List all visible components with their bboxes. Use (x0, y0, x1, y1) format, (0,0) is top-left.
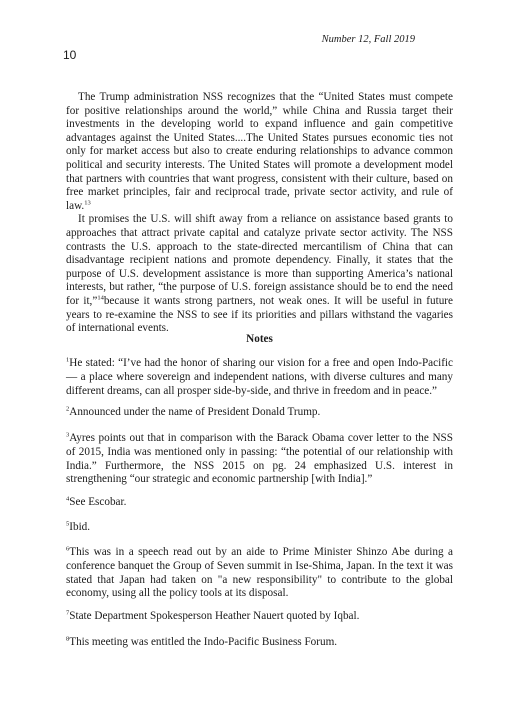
note-number: 1 (66, 356, 70, 364)
note-number: 4 (66, 495, 70, 503)
note-text: Ibid. (69, 521, 91, 533)
note-item (66, 521, 453, 535)
running-head: Number 12, Fall 2019 (321, 34, 415, 45)
paragraph-1 (66, 91, 453, 213)
footnote-ref-14[interactable]: 14 (97, 294, 104, 302)
note-text: This meeting was entitled the Indo-Pacific Business Forum. (69, 636, 338, 648)
body-text (66, 91, 453, 336)
note-text: Ayres points out that in comparison with the Barack Obama cover letter to the NSS of 2015, India was mentioned only in passing: “the potential of our relationship with India.” Furthermore, the NSS 2015 on pg. 24 emphasized U.S. interest in strengthening “our strategic and economic partnership [with India].” (66, 432, 453, 486)
note-text: Announced under the name of President Donald Trump. (69, 406, 321, 418)
note-item (66, 496, 453, 510)
note-text: He stated: “I’ve had the honor of sharing our vision for a free and open Indo-Pacific — a place where sovereign and independent nations, with diverse cultures and many different dreams, can all prosper side-by-side, and thrive in freedom and in peace.” (66, 357, 453, 397)
paragraph-2-text-a: It promises the U.S. will shift away from a reliance on assistance based grants to approaches that attract private capital and catalyze private sector activity. The NSS contrasts the U.S. approach to the state-directed mercantilism of China that can disadvantage recipient nations and promote dependency. Finally, it states that the purpose of U.S. development assistance is more than supporting America’s national interests, but rather, “the purpose of U.S. foreign assistance should be to end the need for it,” (66, 213, 453, 307)
note-item (66, 357, 453, 398)
notes-heading: Notes (246, 333, 273, 345)
note-text: State Department Spokesperson Heather Nauert quoted by Iqbal. (69, 610, 360, 622)
note-number: 6 (66, 545, 70, 553)
footnote-ref-13[interactable]: 13 (84, 199, 91, 207)
paragraph-2-text-b: because it wants strong partners, not weak ones. It will be useful in future years to re-examine the NSS to see if its priorities and pillars withstand the vagaries of international events. (66, 294, 453, 335)
page-number: 10 (63, 48, 77, 62)
note-text: See Escobar. (69, 496, 127, 508)
note-item (66, 610, 453, 624)
note-item (66, 406, 453, 420)
note-number: 2 (66, 405, 70, 413)
paragraph-1-text: The Trump administration NSS recognizes that the “United States must compete for positive relationships around the world,” while China and Russia target their investments in the developing world to expand influence and gain competitive advantages against the United States....The United States pursues economic ties not only for market access but also to create enduring relationships to advance common political and security interests. The United States will promote a development model that partners with countries that want progress, consistent with their culture, based on free market principles, fair and reciprocal trade, private sector activity, and rule of law. (66, 91, 453, 212)
paragraph-2 (66, 213, 453, 335)
note-text: This was in a speech read out by an aide to Prime Minister Shinzo Abe during a conference banquet the Group of Seven summit in Ise-Shima, Japan. In the text it was stated that Japan had taken on "a new responsibility" to contribute to the global economy, using all the policy tools at its disposal. (66, 546, 453, 600)
note-number: 7 (66, 609, 70, 617)
note-number: 5 (66, 520, 70, 528)
note-number: 3 (66, 431, 70, 439)
note-item (66, 636, 453, 650)
note-number: 8 (66, 635, 70, 643)
note-item (66, 546, 453, 601)
note-item (66, 432, 453, 487)
